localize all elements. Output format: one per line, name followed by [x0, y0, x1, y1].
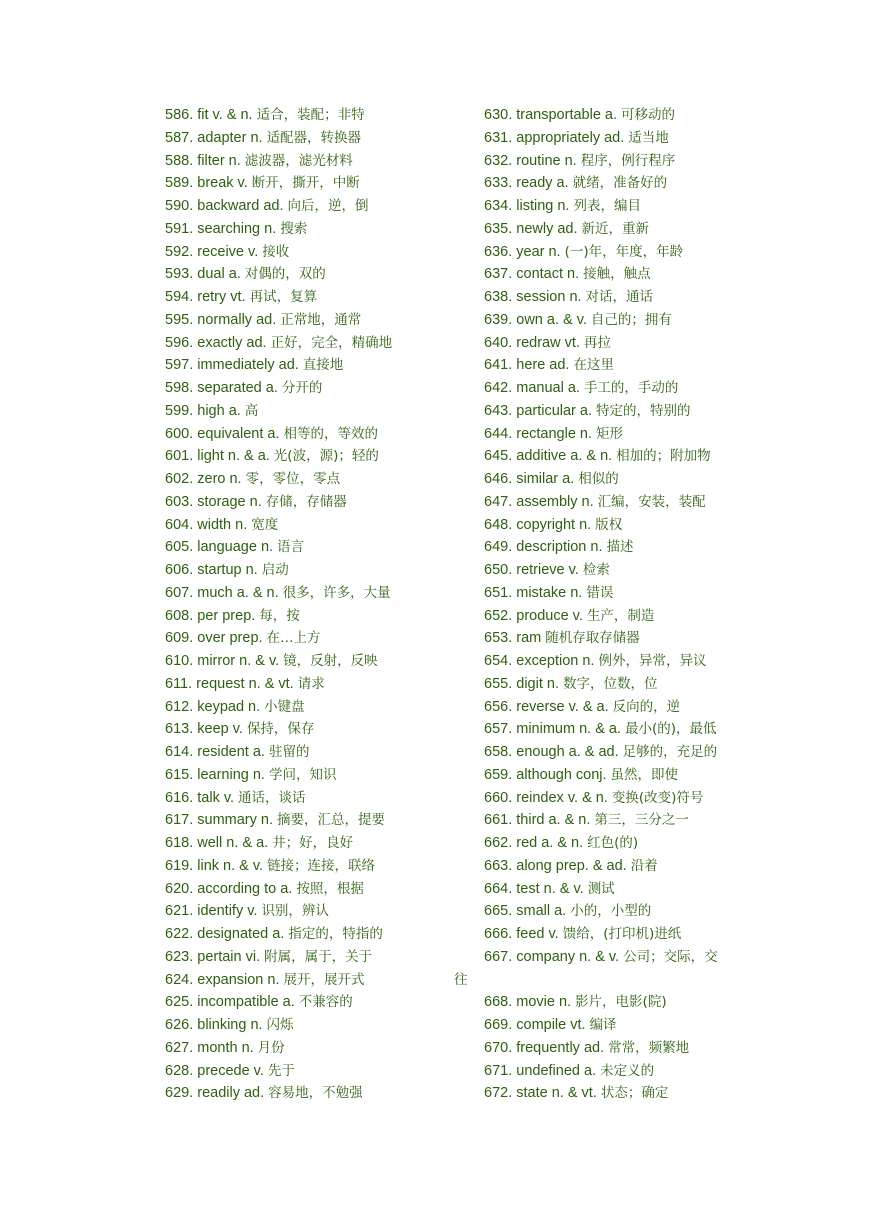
vocabulary-entry [484, 1082, 814, 1105]
vocabulary-entry [165, 445, 475, 468]
vocabulary-entry [165, 536, 475, 559]
vocabulary-entry [484, 673, 814, 696]
entry-definition: 足够的，充足的 [622, 744, 718, 760]
vocabulary-entry [484, 127, 814, 150]
vocabulary-entry [165, 787, 475, 810]
entry-definition: 小的，小型的 [570, 903, 652, 920]
vocabulary-entry [165, 582, 475, 605]
entry-definition: 常常，频繁地 [608, 1039, 690, 1056]
entry-term: 672. state n. & vt. [484, 1085, 597, 1102]
entry-term: 630. transportable a. [484, 107, 618, 123]
entry-term: 662. red a. & n. [484, 835, 584, 851]
vocabulary-entry [484, 195, 814, 218]
entry-term: 639. own a. & v. [484, 311, 587, 328]
entry-definition: 影片，电影(院) [575, 994, 667, 1011]
entry-definition: (一)年，年度，年龄 [564, 243, 684, 260]
entry-term: 598. separated a. [165, 380, 278, 396]
entry-definition: 光(波，源)；轻的 [273, 448, 379, 465]
vocabulary-entry [165, 1014, 475, 1037]
entry-term: 631. appropriately ad. [484, 129, 625, 146]
entry-definition: 闪烁 [266, 1017, 294, 1033]
vocabulary-entry [484, 559, 814, 582]
entry-definition: 公司；交际，交 [623, 948, 718, 965]
entry-term: 625. incompatible a. [165, 994, 295, 1011]
vocabulary-entry [165, 468, 475, 491]
entry-definition: 每，按 [259, 607, 300, 624]
entry-definition: 生产，制造 [586, 607, 655, 624]
entry-term: 637. contact n. [484, 266, 580, 283]
vocabulary-entry [484, 969, 814, 992]
vocabulary-entry [484, 423, 814, 446]
entry-definition: 对话，通话 [585, 289, 654, 305]
entry-definition: 镜，反射，反映 [283, 653, 378, 669]
vocabulary-entry [165, 514, 475, 537]
entry-definition: 井；好，良好 [272, 835, 354, 851]
entry-definition: 识别，辨认 [261, 903, 329, 920]
entry-definition: 矩形 [596, 425, 624, 442]
entry-term: 656. reverse v. & a. [484, 698, 609, 715]
entry-definition: 相加的；附加物 [616, 448, 711, 465]
entry-definition: 摘要，汇总，提要 [277, 812, 385, 829]
entry-term: 618. well n. & a. [165, 835, 269, 851]
entry-term: 611. request n. & vt. [165, 675, 294, 692]
entry-term: 593. dual a. [165, 266, 241, 283]
entry-term: 591. searching n. [165, 220, 277, 237]
entry-term: 610. mirror n. & v. [165, 653, 280, 669]
vocabulary-entry [484, 468, 814, 491]
entry-term: 626. blinking n. [165, 1017, 263, 1033]
entry-term: 603. storage n. [165, 493, 262, 510]
vocabulary-entry [484, 1060, 814, 1083]
entry-term: 665. small a. [484, 903, 567, 920]
entry-term: 657. minimum n. & a. [484, 721, 621, 738]
entry-definition: 搜索 [280, 220, 308, 237]
entry-term: 643. particular a. [484, 402, 593, 419]
entry-definition: 相似的 [578, 471, 619, 487]
entry-definition: 最小(的)，最低 [625, 721, 717, 738]
vocabulary-entry [165, 1082, 475, 1105]
entry-term: 627. month n. [165, 1039, 254, 1056]
entry-definition: 变换(改变)符号 [611, 789, 704, 806]
entry-term: 660. reindex v. & n. [484, 789, 608, 806]
vocabulary-entry [484, 514, 814, 537]
entry-definition: 高 [244, 402, 259, 419]
entry-term: 633. ready a. [484, 175, 569, 192]
entry-definition: 检索 [582, 562, 610, 578]
vocabulary-entry [484, 1037, 814, 1060]
entry-definition: 按照，根据 [296, 880, 364, 897]
entry-term: 602. zero n. [165, 471, 242, 487]
entry-definition: 直接地 [302, 357, 344, 374]
entry-term: 592. receive v. [165, 243, 259, 260]
vocabulary-entry [165, 855, 475, 878]
entry-term: 650. retrieve v. [484, 562, 579, 578]
entry-definition: 再拉 [583, 334, 611, 351]
entry-definition: 展开，展开式 [283, 971, 365, 988]
entry-term: 617. summary n. [165, 812, 273, 829]
vocabulary-entry [484, 172, 814, 195]
vocabulary-entry [484, 946, 814, 969]
entry-term: 628. precede v. [165, 1062, 264, 1079]
entry-definition: 启动 [261, 562, 289, 578]
entry-definition: 汇编，安装，装配 [597, 493, 706, 510]
vocabulary-entry [484, 309, 814, 332]
vocabulary-entry [165, 923, 475, 946]
entry-definition: 数字，位数，位 [562, 675, 658, 692]
vocabulary-entry [484, 218, 814, 241]
entry-definition: 接收 [262, 243, 290, 260]
entry-term: 588. filter n. [165, 152, 241, 169]
vocabulary-entry [484, 241, 814, 264]
vocabulary-entry [165, 946, 475, 969]
vocabulary-entry [484, 855, 814, 878]
vocabulary-entry [165, 218, 475, 241]
vocabulary-entry [484, 104, 814, 127]
entry-definition: 相等的，等效的 [283, 425, 378, 442]
vocabulary-entry [165, 377, 475, 400]
entry-definition: 虽然，即使 [610, 766, 679, 783]
entry-term: 652. produce v. [484, 607, 583, 624]
entry-definition: 自己的；拥有 [590, 311, 672, 328]
entry-term: 607. much a. & n. [165, 584, 279, 601]
entry-term: 612. keypad n. [165, 698, 261, 715]
vocabulary-entry [165, 741, 475, 764]
entry-definition: 学问，知识 [268, 766, 337, 783]
vocabulary-entry [484, 150, 814, 173]
entry-definition: 链接；连接，联络 [267, 857, 376, 874]
entry-term: 636. year n. [484, 243, 561, 260]
vocabulary-entry [484, 991, 814, 1014]
entry-definition: 通话，谈话 [238, 789, 306, 806]
entry-term: 668. movie n. [484, 994, 572, 1011]
entry-definition: 随机存取存储器 [545, 630, 640, 647]
entry-term: 599. high a. [165, 402, 241, 419]
entry-definition: 状态；确定 [600, 1085, 669, 1102]
entry-definition: 适配器，转换器 [266, 129, 362, 146]
entry-definition: 适合，装配；非特 [256, 107, 365, 123]
entry-definition: 在这里 [573, 357, 614, 374]
entry-term: 658. enough a. & ad. [484, 744, 619, 760]
vocabulary-entry [165, 423, 475, 446]
entry-term: 634. listing n. [484, 198, 570, 214]
vocabulary-entry [484, 354, 814, 377]
entry-term: 605. language n. [165, 539, 274, 556]
vocabulary-entry [165, 718, 475, 741]
vocabulary-entry [165, 627, 475, 650]
entry-term: 609. over prep. [165, 630, 263, 647]
vocabulary-entry [484, 923, 814, 946]
entry-definition: 保持，保存 [246, 721, 315, 738]
entry-term: 653. ram [484, 630, 542, 647]
vocabulary-entry [484, 263, 814, 286]
vocabulary-entry [165, 605, 475, 628]
entry-term: 622. designated a. [165, 926, 285, 942]
vocabulary-entry [484, 696, 814, 719]
entry-term: 597. immediately ad. [165, 357, 299, 374]
entry-definition: 语言 [277, 539, 305, 556]
entry-term: 587. adapter n. [165, 129, 263, 146]
vocabulary-entry [165, 559, 475, 582]
vocabulary-entry [165, 491, 475, 514]
entry-term: 635. newly ad. [484, 220, 578, 237]
vocabulary-entry [484, 809, 814, 832]
entry-definition: 正好，完全，精确地 [270, 334, 393, 351]
entry-term: 670. frequently ad. [484, 1039, 605, 1056]
vocabulary-entry [165, 104, 475, 127]
entry-definition: 例外，异常，异议 [598, 653, 707, 669]
entry-definition: 就绪，准备好的 [572, 175, 668, 192]
vocabulary-entry [165, 991, 475, 1014]
vocabulary-entry [484, 650, 814, 673]
vocabulary-entry [165, 195, 475, 218]
entry-term: 646. similar a. [484, 471, 575, 487]
entry-definition: 滤波器，滤光材料 [244, 152, 353, 169]
entry-term: 667. company n. & v. [484, 948, 620, 965]
entry-term: 671. undefined a. [484, 1062, 597, 1079]
entry-term: 615. learning n. [165, 766, 265, 783]
entry-definition: 不兼容的 [298, 994, 353, 1011]
vocabulary-entry [165, 332, 475, 355]
entry-term: 614. resident a. [165, 744, 265, 760]
vocabulary-entry [484, 445, 814, 468]
entry-definition: 宽度 [251, 516, 279, 533]
vocabulary-entry [165, 969, 475, 992]
entry-term: 651. mistake n. [484, 584, 583, 601]
vocabulary-entry [165, 286, 475, 309]
entry-definition: 错误 [586, 584, 614, 601]
entry-definition: 程序，例行程序 [580, 152, 676, 169]
entry-term: 624. expansion n. [165, 971, 280, 988]
entry-term: 638. session n. [484, 289, 582, 305]
entry-term: 644. rectangle n. [484, 425, 593, 442]
vocabulary-entry [165, 150, 475, 173]
vocabulary-entry [165, 263, 475, 286]
entry-definition: 向后，逆，倒 [287, 198, 369, 214]
entry-term: 666. feed v. [484, 926, 559, 942]
vocabulary-entry [165, 241, 475, 264]
entry-term: 604. width n. [165, 516, 248, 533]
entry-term: 596. exactly ad. [165, 334, 267, 351]
vocabulary-entry [484, 764, 814, 787]
vocabulary-entry [165, 400, 475, 423]
entry-term: 645. additive a. & n. [484, 448, 613, 465]
entry-term: 594. retry vt. [165, 289, 246, 305]
vocabulary-entry [165, 1060, 475, 1083]
entry-term: 641. here ad. [484, 357, 570, 374]
vocabulary-entry [484, 605, 814, 628]
vocabulary-entry [484, 491, 814, 514]
entry-definition: 零，零位，零点 [245, 471, 341, 487]
vocabulary-entry [484, 582, 814, 605]
vocabulary-entry [165, 673, 475, 696]
entry-term: 606. startup n. [165, 562, 258, 578]
vocabulary-entry [484, 741, 814, 764]
vocabulary-entry [165, 809, 475, 832]
entry-definition: 月份 [257, 1039, 285, 1056]
entry-term: 654. exception n. [484, 653, 595, 669]
entry-term: 608. per prep. [165, 607, 256, 624]
entry-definition: 第三，三分之一 [594, 812, 689, 829]
vocabulary-entry [165, 878, 475, 901]
entry-definition: 正常地，通常 [280, 311, 362, 328]
entry-term: 623. pertain vi. [165, 948, 261, 965]
entry-term: 600. equivalent a. [165, 425, 280, 442]
entry-term: 616. talk v. [165, 789, 235, 806]
vocabulary-entry [165, 172, 475, 195]
entry-term: 663. along prep. & ad. [484, 857, 627, 874]
entry-definition: 列表，编目 [573, 198, 641, 214]
vocabulary-entry [484, 900, 814, 923]
entry-definition: 描述 [606, 539, 634, 556]
vocabulary-entry [484, 878, 814, 901]
entry-term: 621. identify v. [165, 903, 258, 920]
entry-term: 642. manual a. [484, 380, 580, 396]
entry-definition: 沿着 [630, 857, 658, 874]
vocabulary-entry [484, 1014, 814, 1037]
entry-term: 669. compile vt. [484, 1017, 586, 1033]
entry-term: 647. assembly n. [484, 493, 594, 510]
entry-definition: 红色(的) [587, 835, 639, 851]
wrapped-definition-fragment: 往 [454, 971, 468, 988]
vocabulary-entry [165, 764, 475, 787]
entry-term: 586. fit v. & n. [165, 107, 253, 123]
vocabulary-entry [165, 900, 475, 923]
entry-term: 595. normally ad. [165, 311, 277, 328]
entry-definition: 版权 [595, 516, 623, 533]
entry-term: 632. routine n. [484, 152, 577, 169]
vocabulary-entry [165, 696, 475, 719]
entry-term: 629. readily ad. [165, 1085, 265, 1102]
vocabulary-entry [484, 787, 814, 810]
entry-definition: 馈给，(打印机)进纸 [562, 926, 682, 942]
entry-term: 613. keep v. [165, 721, 243, 738]
vocabulary-entry [484, 832, 814, 855]
entry-definition: 存储，存储器 [265, 493, 347, 510]
entry-definition: 反向的，逆 [612, 698, 681, 715]
entry-term: 664. test n. & v. [484, 880, 584, 897]
entry-definition: 附属，属于，关于 [264, 948, 373, 965]
entry-definition: 驻留的 [268, 744, 310, 760]
entry-definition: 容易地，不勉强 [268, 1085, 363, 1102]
vocabulary-entry [484, 332, 814, 355]
entry-definition: 再试，复算 [249, 289, 318, 305]
vocabulary-column-right [484, 104, 814, 1105]
entry-definition: 手工的，手动的 [583, 380, 679, 396]
entry-term: 640. redraw vt. [484, 334, 580, 351]
entry-term: 661. third a. & n. [484, 812, 591, 829]
vocabulary-entry [165, 1037, 475, 1060]
entry-term: 649. description n. [484, 539, 603, 556]
vocabulary-entry [484, 286, 814, 309]
vocabulary-entry [484, 400, 814, 423]
entry-definition: 对偶的，双的 [244, 266, 326, 283]
entry-definition: 适当地 [628, 129, 669, 146]
entry-definition: 可移动的 [621, 107, 676, 123]
vocabulary-entry [484, 718, 814, 741]
entry-definition: 未定义的 [600, 1062, 655, 1079]
entry-term: 590. backward ad. [165, 198, 284, 214]
entry-definition: 新近，重新 [581, 220, 650, 237]
vocabulary-entry [484, 536, 814, 559]
vocabulary-entry [165, 354, 475, 377]
entry-definition: 很多，许多，大量 [282, 584, 391, 601]
entry-definition: 测试 [587, 880, 615, 897]
vocabulary-entry [165, 650, 475, 673]
vocabulary-entry [165, 127, 475, 150]
entry-term: 655. digit n. [484, 675, 559, 692]
entry-definition: 接触，触点 [583, 266, 651, 283]
vocabulary-entry [165, 309, 475, 332]
entry-term: 659. although conj. [484, 766, 607, 783]
entry-term: 620. according to a. [165, 880, 293, 897]
entry-definition: 编译 [589, 1017, 617, 1033]
entry-definition: 先于 [267, 1062, 295, 1079]
entry-definition: 小键盘 [264, 698, 305, 715]
entry-definition: 特定的，特别的 [596, 402, 691, 419]
vocabulary-entry [165, 832, 475, 855]
entry-definition: 在…上方 [266, 630, 321, 647]
vocabulary-entry [484, 377, 814, 400]
entry-definition: 断开，撕开，中断 [251, 175, 360, 192]
entry-definition: 分开的 [281, 380, 323, 396]
entry-term: 619. link n. & v. [165, 857, 264, 874]
entry-definition: 指定的，特指的 [288, 926, 383, 942]
entry-term: 589. break v. [165, 175, 248, 192]
entry-term: 601. light n. & a. [165, 448, 270, 465]
entry-definition: 请求 [297, 675, 325, 692]
entry-term: 648. copyright n. [484, 516, 592, 533]
vocabulary-column-left [165, 104, 475, 1105]
vocabulary-entry [484, 627, 814, 650]
